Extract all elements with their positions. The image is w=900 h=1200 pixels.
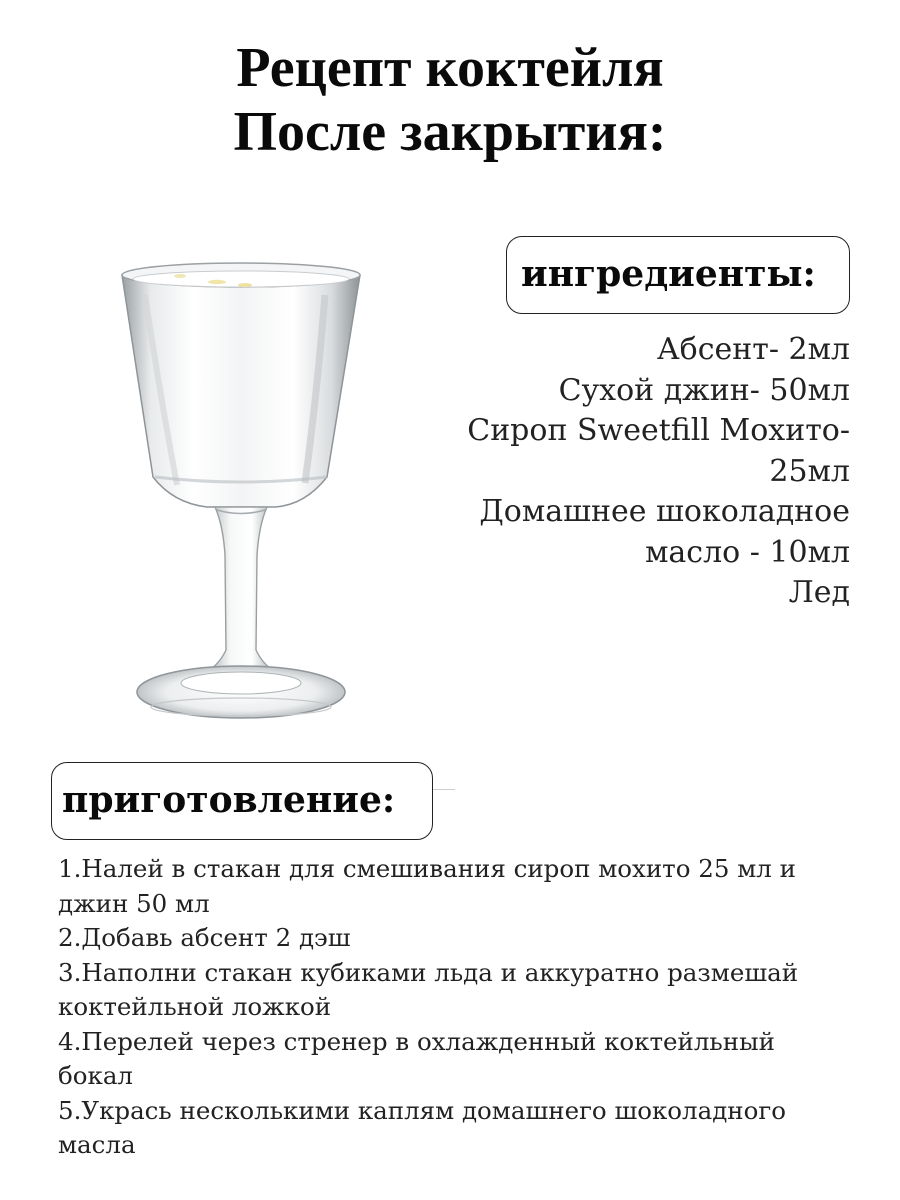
preparation-heading: приготовление: bbox=[51, 762, 433, 840]
ingredient-line: Абсент- 2мл bbox=[656, 332, 850, 367]
step-line: 3.Наполни стакан кубиками льда и аккуратно размешай bbox=[58, 957, 799, 987]
divider bbox=[433, 789, 455, 790]
ingredient-line: Сироп Sweetfill Мохито- bbox=[467, 413, 850, 448]
ingredient-line: Сухой джин- 50мл bbox=[558, 372, 850, 408]
title-line-1: Рецепт коктейля bbox=[236, 37, 664, 99]
title-line-2: После закрытия: bbox=[233, 101, 667, 163]
ingredient-line: масло - 10мл bbox=[645, 534, 850, 570]
step-line: коктейльной ложкой bbox=[58, 992, 332, 1021]
step-line: 1.Налей в стакан для смешивания сироп мохито 25 мл и bbox=[58, 854, 796, 883]
ingredients-heading: ингредиенты: bbox=[506, 236, 850, 314]
step-line: масла bbox=[58, 1130, 136, 1159]
ingredients-list bbox=[430, 330, 850, 614]
step-line: 5.Укрась несколькими каплям домашнего шоколадного bbox=[58, 1095, 786, 1125]
cocktail-glass-icon bbox=[105, 255, 375, 735]
step-line: 2.Добавь абсент 2 дэш bbox=[58, 923, 351, 952]
preparation-steps bbox=[58, 852, 858, 1163]
page-title bbox=[0, 36, 900, 164]
step-line: бокал bbox=[58, 1061, 133, 1090]
ingredient-line: Лед bbox=[788, 575, 850, 610]
ingredient-line: 25мл bbox=[769, 453, 850, 489]
step-line: джин 50 мл bbox=[58, 888, 210, 918]
step-line: 4.Перелей через стренер в охлажденный коктейльный bbox=[58, 1026, 775, 1056]
ingredient-line: Домашнее шоколадное bbox=[479, 494, 850, 529]
